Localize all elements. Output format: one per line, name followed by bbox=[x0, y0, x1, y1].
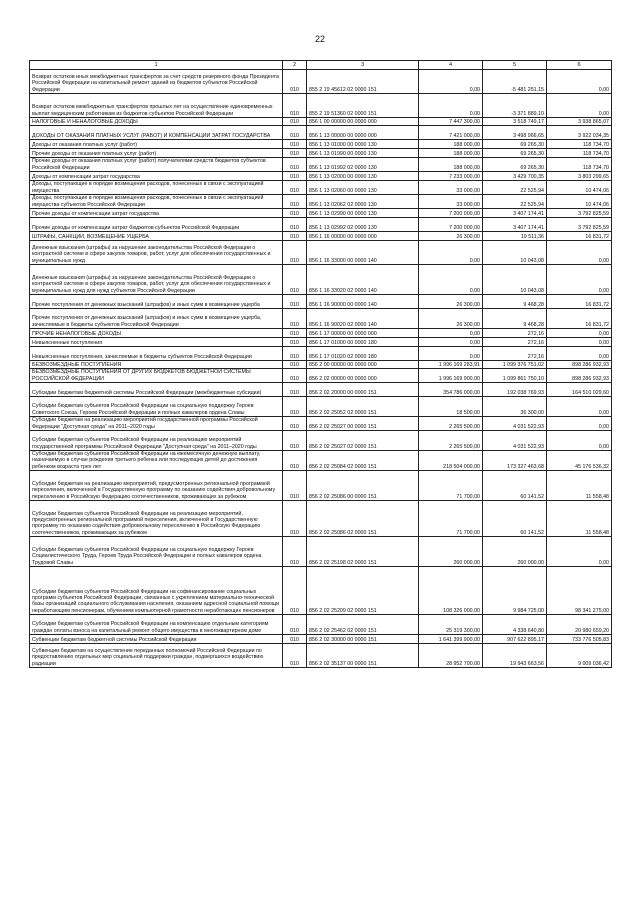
row-approved-amount-cell: 1 641 399 900,00 bbox=[419, 635, 483, 644]
row-unexecuted-amount-cell: 118 734,70 bbox=[547, 149, 612, 158]
row-classification-code-cell: 856 2 02 25052 02 0000 151 bbox=[307, 397, 419, 417]
row-unexecuted-amount-cell: 10 474,06 bbox=[547, 181, 612, 195]
row-approved-amount-cell: 33 000,00 bbox=[419, 181, 483, 195]
row-executed-amount-cell: 173 327 463,68 bbox=[483, 451, 547, 471]
row-line-code-cell: 010 bbox=[283, 537, 307, 567]
table-row bbox=[30, 451, 612, 471]
row-executed-amount-cell: 69 265,30 bbox=[483, 149, 547, 158]
row-line-code-cell: 010 bbox=[283, 451, 307, 471]
row-name-cell: Субвенции бюджетам на осуществление переданных полномочий Российской Федерации по предоставлению отдельных мер социальной поддержки граждан, подвергшихся воздействию радиации bbox=[30, 644, 283, 668]
row-approved-amount-cell: 2 265 500,00 bbox=[419, 431, 483, 451]
row-line-code-cell: 010 bbox=[283, 172, 307, 181]
row-name-cell: Прочие доходы от компенсации затрат бюджетов субъектов Российской Федерации bbox=[30, 218, 283, 232]
row-line-code-cell: 010 bbox=[283, 195, 307, 209]
row-line-code-cell: 010 bbox=[283, 70, 307, 94]
row-executed-amount-cell: 4 031 522,93 bbox=[483, 431, 547, 451]
row-line-code-cell: 010 bbox=[283, 471, 307, 501]
table-row bbox=[30, 567, 612, 615]
row-classification-code-cell: 856 1 13 01000 00 0000 130 bbox=[307, 140, 419, 149]
table-row bbox=[30, 118, 612, 126]
row-line-code-cell: 010 bbox=[283, 397, 307, 417]
row-unexecuted-amount-cell: 98 341 275,00 bbox=[547, 567, 612, 615]
page-number: 22 bbox=[314, 34, 325, 44]
row-executed-amount-cell: -5 481 251,15 bbox=[483, 70, 547, 94]
row-name-cell: Доходы, поступающие в порядке возмещения расходов, понесенных в связи с эксплуатацией имущества bbox=[30, 181, 283, 195]
table-row bbox=[30, 265, 612, 295]
row-approved-amount-cell: 218 504 000,00 bbox=[419, 451, 483, 471]
table-row bbox=[30, 295, 612, 309]
row-approved-amount-cell: 26 300,00 bbox=[419, 309, 483, 329]
row-approved-amount-cell: 7 421 000,00 bbox=[419, 126, 483, 140]
row-executed-amount-cell: 60 141,52 bbox=[483, 471, 547, 501]
row-name-cell: Субсидии бюджетам на реализацию мероприятий государственной программы Российской Федерации "Доступная среда" на 2011–2020 годы bbox=[30, 417, 283, 431]
row-classification-code-cell: 856 2 02 25027 00 0000 151 bbox=[307, 417, 419, 431]
row-approved-amount-cell: 28 952 700,00 bbox=[419, 644, 483, 668]
row-approved-amount-cell: 26 300,00 bbox=[419, 295, 483, 309]
row-line-code-cell: 010 bbox=[283, 218, 307, 232]
row-classification-code-cell: 856 1 13 02992 02 0000 130 bbox=[307, 218, 419, 232]
row-executed-amount-cell: 1 099 861 750,10 bbox=[483, 369, 547, 383]
table-row bbox=[30, 158, 612, 172]
row-executed-amount-cell: -3 371 889,10 bbox=[483, 94, 547, 118]
row-name-cell: Невыясненные поступления bbox=[30, 338, 283, 347]
row-executed-amount-cell: 4 338 640,80 bbox=[483, 615, 547, 635]
table-row bbox=[30, 644, 612, 668]
row-executed-amount-cell: 907 622 895,17 bbox=[483, 635, 547, 644]
column-header: 4 bbox=[419, 61, 483, 70]
table-row bbox=[30, 383, 612, 397]
row-name-cell: Возврат остатков межбюджетных трансфертов прошлых лет на осуществление единовременных выплат медицинским работникам из бюджетов субъектов Российской Федерации bbox=[30, 94, 283, 118]
row-classification-code-cell: 856 1 16 00000 00 0000 000 bbox=[307, 232, 419, 241]
row-line-code-cell: 010 bbox=[283, 181, 307, 195]
row-line-code-cell: 010 bbox=[283, 369, 307, 383]
row-classification-code-cell: 856 1 17 00000 00 0000 000 bbox=[307, 329, 419, 338]
table-row bbox=[30, 635, 612, 644]
table-row bbox=[30, 417, 612, 431]
column-header: 6 bbox=[547, 61, 612, 70]
row-classification-code-cell: 856 1 16 90000 00 0000 140 bbox=[307, 295, 419, 309]
table-row bbox=[30, 209, 612, 218]
row-classification-code-cell: 856 2 02 25084 02 0000 151 bbox=[307, 451, 419, 471]
row-approved-amount-cell: 0,00 bbox=[419, 94, 483, 118]
row-name-cell: ШТРАФЫ, САНКЦИИ, ВОЗМЕЩЕНИЕ УЩЕРБА bbox=[30, 232, 283, 241]
row-classification-code-cell: 856 2 02 25198 02 0000 151 bbox=[307, 537, 419, 567]
row-name-cell: Субсидии бюджетам субъектов Российской Федерации на реализацию мероприятий государственной программы Российской Федерации "Доступная среда" на 2011–2020 годы bbox=[30, 431, 283, 451]
row-classification-code-cell: 856 2 02 25086 02 0000 151 bbox=[307, 501, 419, 537]
row-line-code-cell: 010 bbox=[283, 501, 307, 537]
row-approved-amount-cell: 108 326 000,00 bbox=[419, 567, 483, 615]
row-unexecuted-amount-cell: 3 922 034,35 bbox=[547, 126, 612, 140]
revenue-table bbox=[29, 60, 612, 668]
row-line-code-cell: 010 bbox=[283, 309, 307, 329]
row-approved-amount-cell: 7 200 000,00 bbox=[419, 218, 483, 232]
row-approved-amount-cell: 1 996 169 283,91 bbox=[419, 361, 483, 369]
table-row bbox=[30, 338, 612, 347]
row-classification-code-cell: 856 1 16 33020 02 0000 140 bbox=[307, 265, 419, 295]
row-executed-amount-cell: 19 943 663,56 bbox=[483, 644, 547, 668]
row-line-code-cell: 010 bbox=[283, 567, 307, 615]
row-approved-amount-cell: 188 000,00 bbox=[419, 140, 483, 149]
row-approved-amount-cell: 0,00 bbox=[419, 329, 483, 338]
row-unexecuted-amount-cell: 16 831,72 bbox=[547, 309, 612, 329]
row-name-cell: Доходы, поступающие в порядке возмещения расходов, понесенных в связи с эксплуатацией имущества субъектов Российской Федерации bbox=[30, 195, 283, 209]
row-classification-code-cell: 855 2 19 51360 02 0000 151 bbox=[307, 94, 419, 118]
row-unexecuted-amount-cell: 20 980 659,20 bbox=[547, 615, 612, 635]
row-classification-code-cell: 856 2 00 00000 00 0000 000 bbox=[307, 361, 419, 369]
row-executed-amount-cell: 69 265,30 bbox=[483, 158, 547, 172]
row-line-code-cell: 010 bbox=[283, 295, 307, 309]
row-unexecuted-amount-cell: 164 510 029,60 bbox=[547, 383, 612, 397]
row-name-cell: НАЛОГОВЫЕ И НЕНАЛОГОВЫЕ ДОХОДЫ bbox=[30, 118, 283, 126]
row-line-code-cell: 010 bbox=[283, 209, 307, 218]
row-line-code-cell: 010 bbox=[283, 94, 307, 118]
table-row bbox=[30, 241, 612, 265]
table-row bbox=[30, 347, 612, 361]
row-approved-amount-cell: 71 700,00 bbox=[419, 501, 483, 537]
row-classification-code-cell: 856 1 17 01020 02 0000 180 bbox=[307, 347, 419, 361]
row-approved-amount-cell: 260 000,00 bbox=[419, 537, 483, 567]
row-line-code-cell: 010 bbox=[283, 361, 307, 369]
row-classification-code-cell: 856 1 13 02060 00 0000 130 bbox=[307, 181, 419, 195]
row-unexecuted-amount-cell: 898 286 932,93 bbox=[547, 361, 612, 369]
table-row bbox=[30, 615, 612, 635]
row-executed-amount-cell: 3 518 749,17 bbox=[483, 118, 547, 126]
row-executed-amount-cell: 260 000,00 bbox=[483, 537, 547, 567]
column-header: 3 bbox=[307, 61, 419, 70]
row-classification-code-cell: 856 1 13 02990 00 0000 130 bbox=[307, 209, 419, 218]
row-approved-amount-cell: 0,00 bbox=[419, 70, 483, 94]
table-row bbox=[30, 218, 612, 232]
row-executed-amount-cell: 272,16 bbox=[483, 347, 547, 361]
table-row bbox=[30, 329, 612, 338]
row-unexecuted-amount-cell: 45 176 536,32 bbox=[547, 451, 612, 471]
row-line-code-cell: 010 bbox=[283, 329, 307, 338]
row-line-code-cell: 010 bbox=[283, 635, 307, 644]
row-line-code-cell: 010 bbox=[283, 431, 307, 451]
table-row bbox=[30, 501, 612, 537]
table-row bbox=[30, 431, 612, 451]
row-name-cell: Прочие доходы от компенсации затрат государства bbox=[30, 209, 283, 218]
table-row bbox=[30, 140, 612, 149]
row-classification-code-cell: 856 1 13 01990 00 0000 130 bbox=[307, 149, 419, 158]
row-unexecuted-amount-cell: 0,00 bbox=[547, 329, 612, 338]
row-executed-amount-cell: 22 525,94 bbox=[483, 181, 547, 195]
row-line-code-cell: 010 bbox=[283, 383, 307, 397]
row-executed-amount-cell: 3 498 966,65 bbox=[483, 126, 547, 140]
row-unexecuted-amount-cell: 898 286 932,93 bbox=[547, 369, 612, 383]
row-classification-code-cell: 856 1 16 90020 02 0000 140 bbox=[307, 309, 419, 329]
row-name-cell: Субсидии бюджетам бюджетной системы Российской Федерации (межбюджетные субсидии) bbox=[30, 383, 283, 397]
row-approved-amount-cell: 0,00 bbox=[419, 347, 483, 361]
row-name-cell: Невыясненные поступления, зачисляемые в бюджеты субъектов Российской Федерации bbox=[30, 347, 283, 361]
table-row bbox=[30, 149, 612, 158]
row-classification-code-cell: 856 2 02 20000 00 0000 151 bbox=[307, 383, 419, 397]
row-executed-amount-cell: 69 265,30 bbox=[483, 140, 547, 149]
table-row bbox=[30, 126, 612, 140]
row-name-cell: Денежные взыскания (штрафы) за нарушение законодательства Российской Федерации о контрактной системе в сфере закупок товаров, работ, услуг для обеспечения государственных и муниципальных нужд bbox=[30, 241, 283, 265]
row-name-cell: Доходы от оказания платных услуг (работ) bbox=[30, 140, 283, 149]
column-header: 1 bbox=[30, 61, 283, 70]
row-approved-amount-cell: 26 300,00 bbox=[419, 232, 483, 241]
row-approved-amount-cell: 7 200 000,00 bbox=[419, 209, 483, 218]
row-unexecuted-amount-cell: 118 734,70 bbox=[547, 140, 612, 149]
row-name-cell: Возврат остатков иных межбюджетных трансфертов за счет средств резервного фонда Президента Российской Федерации на капитальный ремонт зданий из бюджетов субъектов Российской Федерации bbox=[30, 70, 283, 94]
row-executed-amount-cell: 60 141,52 bbox=[483, 501, 547, 537]
row-executed-amount-cell: 19 511,36 bbox=[483, 232, 547, 241]
table-row bbox=[30, 537, 612, 567]
table-row bbox=[30, 361, 612, 369]
row-executed-amount-cell: 36 300,00 bbox=[483, 397, 547, 417]
column-header: 5 bbox=[483, 61, 547, 70]
row-executed-amount-cell: 9 468,28 bbox=[483, 295, 547, 309]
row-approved-amount-cell: 0,00 bbox=[419, 265, 483, 295]
row-approved-amount-cell: 0,00 bbox=[419, 338, 483, 347]
row-unexecuted-amount-cell: 3 938 865,07 bbox=[547, 118, 612, 126]
row-classification-code-cell: 856 2 02 30000 00 0000 151 bbox=[307, 635, 419, 644]
row-approved-amount-cell: 7 233 000,00 bbox=[419, 172, 483, 181]
row-executed-amount-cell: 10 043,08 bbox=[483, 241, 547, 265]
row-name-cell: Прочие поступления от денежных взысканий (штрафов) и иных сумм в возмещение ущерба bbox=[30, 295, 283, 309]
row-approved-amount-cell: 2 265 500,00 bbox=[419, 417, 483, 431]
row-unexecuted-amount-cell: 118 734,70 bbox=[547, 158, 612, 172]
row-line-code-cell: 010 bbox=[283, 644, 307, 668]
table-row bbox=[30, 181, 612, 195]
row-name-cell: Субвенции бюджетам бюджетной системы Российской Федерации bbox=[30, 635, 283, 644]
row-classification-code-cell: 856 1 13 00000 00 0000 000 bbox=[307, 126, 419, 140]
table-row bbox=[30, 471, 612, 501]
row-name-cell: ДОХОДЫ ОТ ОКАЗАНИЯ ПЛАТНЫХ УСЛУГ (РАБОТ) И КОМПЕНСАЦИИ ЗАТРАТ ГОСУДАРСТВА bbox=[30, 126, 283, 140]
row-approved-amount-cell: 1 996 169 900,00 bbox=[419, 369, 483, 383]
row-classification-code-cell: 856 1 13 01992 02 0000 130 bbox=[307, 158, 419, 172]
column-header: 2 bbox=[283, 61, 307, 70]
row-approved-amount-cell: 188 000,00 bbox=[419, 158, 483, 172]
row-approved-amount-cell: 7 447 300,00 bbox=[419, 118, 483, 126]
row-unexecuted-amount-cell: 3 803 299,65 bbox=[547, 172, 612, 181]
row-name-cell: Прочие доходы от оказания платных услуг (работ) bbox=[30, 149, 283, 158]
row-unexecuted-amount-cell: 0,00 bbox=[547, 347, 612, 361]
row-approved-amount-cell: 18 500,00 bbox=[419, 397, 483, 417]
table-row bbox=[30, 172, 612, 181]
row-approved-amount-cell: 25 319 300,00 bbox=[419, 615, 483, 635]
row-unexecuted-amount-cell: 0,00 bbox=[547, 70, 612, 94]
row-line-code-cell: 010 bbox=[283, 232, 307, 241]
row-line-code-cell: 010 bbox=[283, 118, 307, 126]
row-approved-amount-cell: 0,00 bbox=[419, 241, 483, 265]
row-executed-amount-cell: 10 043,08 bbox=[483, 265, 547, 295]
row-classification-code-cell: 856 1 13 02000 00 0000 130 bbox=[307, 172, 419, 181]
row-name-cell: Субсидии бюджетам субъектов Российской Федерации на социальную поддержку Героев Социалистического Труда, Героев Труда Российской Федерации и полных кавалеров ордена Трудовой Славы bbox=[30, 537, 283, 567]
row-unexecuted-amount-cell: 0,00 bbox=[547, 338, 612, 347]
row-unexecuted-amount-cell: 0,00 bbox=[547, 94, 612, 118]
row-unexecuted-amount-cell: 0,00 bbox=[547, 417, 612, 431]
table-row bbox=[30, 309, 612, 329]
row-approved-amount-cell: 188 000,00 bbox=[419, 149, 483, 158]
row-classification-code-cell: 855 2 19 45612 02 0000 151 bbox=[307, 70, 419, 94]
row-line-code-cell: 010 bbox=[283, 140, 307, 149]
row-unexecuted-amount-cell: 0,00 bbox=[547, 397, 612, 417]
row-executed-amount-cell: 272,16 bbox=[483, 329, 547, 338]
row-name-cell: Прочие доходы от оказания платных услуг (работ) получателями средств бюджетов субъектов Российской Федерации bbox=[30, 158, 283, 172]
table-row bbox=[30, 232, 612, 241]
row-name-cell: Прочие поступления от денежных взысканий (штрафов) и иных сумм в возмещение ущерба, зачисляемые в бюджеты субъектов Российской Федерации bbox=[30, 309, 283, 329]
row-line-code-cell: 010 bbox=[283, 149, 307, 158]
table-row bbox=[30, 195, 612, 209]
row-name-cell: Субсидии бюджетам субъектов Российской Федерации на софинансирование социальных программ субъектов Российской Федерации, связанных с укреплением материально-технической базы организаций социального обслуживания населения, оказанием адресной социальной помощи неработающим пенсионерам, обучением компьютерной грамотности неработающих пенсионеров bbox=[30, 567, 283, 615]
row-unexecuted-amount-cell: 16 831,72 bbox=[547, 295, 612, 309]
row-line-code-cell: 010 bbox=[283, 126, 307, 140]
row-unexecuted-amount-cell: 16 831,72 bbox=[547, 232, 612, 241]
row-name-cell: Денежные взыскания (штрафы) за нарушение законодательства Российской Федерации о контрактной системе в сфере закупок товаров, работ, услуг для обеспечения государственных и муниципальных нужд для нужд субъектов Российской Федерации bbox=[30, 265, 283, 295]
row-unexecuted-amount-cell: 9 009 036,42 bbox=[547, 644, 612, 668]
row-name-cell: БЕЗВОЗМЕЗДНЫЕ ПОСТУПЛЕНИЯ ОТ ДРУГИХ БЮДЖЕТОВ БЮДЖЕТНОЙ СИСТЕМЫ РОССИЙСКОЙ ФЕДЕРАЦИИ bbox=[30, 369, 283, 383]
row-executed-amount-cell: 3 429 700,35 bbox=[483, 172, 547, 181]
row-classification-code-cell: 856 2 02 25462 02 0000 151 bbox=[307, 615, 419, 635]
row-approved-amount-cell: 354 786 000,00 bbox=[419, 383, 483, 397]
row-classification-code-cell: 856 2 02 25209 02 0000 151 bbox=[307, 567, 419, 615]
row-executed-amount-cell: 4 031 522,93 bbox=[483, 417, 547, 431]
row-executed-amount-cell: 9 468,28 bbox=[483, 309, 547, 329]
row-unexecuted-amount-cell: 3 792 825,59 bbox=[547, 218, 612, 232]
row-line-code-cell: 010 bbox=[283, 347, 307, 361]
table-row bbox=[30, 369, 612, 383]
row-unexecuted-amount-cell: 3 792 825,59 bbox=[547, 209, 612, 218]
row-unexecuted-amount-cell: 0,00 bbox=[547, 241, 612, 265]
row-name-cell: Субсидии бюджетам субъектов Российской Федерации на ежемесячную денежную выплату, назначаемую в случае рождения третьего ребенка или последующих детей до достижения ребенком возраста трех лет bbox=[30, 451, 283, 471]
row-classification-code-cell: 856 1 00 00000 00 0000 000 bbox=[307, 118, 419, 126]
row-unexecuted-amount-cell: 733 776 505,83 bbox=[547, 635, 612, 644]
row-line-code-cell: 010 bbox=[283, 241, 307, 265]
row-line-code-cell: 010 bbox=[283, 265, 307, 295]
row-name-cell: Субсидии бюджетам субъектов Российской Федерации на социальную поддержку Героев Советского Союза, Героев Российской Федерации и полных кавалеров ордена Славы bbox=[30, 397, 283, 417]
row-executed-amount-cell: 3 407 174,41 bbox=[483, 218, 547, 232]
table-row bbox=[30, 397, 612, 417]
row-executed-amount-cell: 192 038 769,93 bbox=[483, 383, 547, 397]
row-name-cell: ПРОЧИЕ НЕНАЛОГОВЫЕ ДОХОДЫ bbox=[30, 329, 283, 338]
row-executed-amount-cell: 3 407 174,41 bbox=[483, 209, 547, 218]
row-classification-code-cell: 856 1 16 33000 00 0000 140 bbox=[307, 241, 419, 265]
row-line-code-cell: 010 bbox=[283, 417, 307, 431]
row-line-code-cell: 010 bbox=[283, 615, 307, 635]
row-unexecuted-amount-cell: 11 558,48 bbox=[547, 471, 612, 501]
row-approved-amount-cell: 71 700,00 bbox=[419, 471, 483, 501]
row-approved-amount-cell: 33 000,00 bbox=[419, 195, 483, 209]
row-classification-code-cell: 856 2 02 25027 02 0000 151 bbox=[307, 431, 419, 451]
row-name-cell: Субсидии бюджетам субъектов Российской Федерации на реализацию мероприятий, предусмотренных региональной программой переселения, включенной в Государственную программу по оказанию содействия добровольному переселению в Российскую Федерацию соотечественников, проживающих за рубежом bbox=[30, 501, 283, 537]
row-unexecuted-amount-cell: 10 474,06 bbox=[547, 195, 612, 209]
row-classification-code-cell: 856 1 13 02062 02 0000 130 bbox=[307, 195, 419, 209]
row-executed-amount-cell: 9 984 725,00 bbox=[483, 567, 547, 615]
row-name-cell: Субсидии бюджетам субъектов Российской Федерации на компенсацию отдельным категориям граждан оплаты взноса на капитальный ремонт общего имущества в многоквартирном доме bbox=[30, 615, 283, 635]
table-header-row bbox=[30, 61, 612, 70]
row-name-cell: БЕЗВОЗМЕЗДНЫЕ ПОСТУПЛЕНИЯ bbox=[30, 361, 283, 369]
row-executed-amount-cell: 1 099 376 751,02 bbox=[483, 361, 547, 369]
row-unexecuted-amount-cell: 0,00 bbox=[547, 431, 612, 451]
row-unexecuted-amount-cell: 0,00 bbox=[547, 537, 612, 567]
row-name-cell: Доходы от компенсации затрат государства bbox=[30, 172, 283, 181]
row-classification-code-cell: 856 2 02 35137 00 0000 151 bbox=[307, 644, 419, 668]
row-line-code-cell: 010 bbox=[283, 158, 307, 172]
row-classification-code-cell: 856 2 02 00000 00 0000 000 bbox=[307, 369, 419, 383]
table-row bbox=[30, 70, 612, 94]
row-unexecuted-amount-cell: 11 558,48 bbox=[547, 501, 612, 537]
row-classification-code-cell: 856 1 17 01000 00 0000 180 bbox=[307, 338, 419, 347]
table-row bbox=[30, 94, 612, 118]
row-executed-amount-cell: 272,16 bbox=[483, 338, 547, 347]
row-classification-code-cell: 856 2 02 25086 00 0000 151 bbox=[307, 471, 419, 501]
row-name-cell: Субсидии бюджетам на реализацию мероприятий, предусмотренных региональной программой переселения, включенной в Государственную программу по оказанию содействия добровольному переселению в Российскую Федерацию соотечественников, проживающих за рубежом bbox=[30, 471, 283, 501]
row-unexecuted-amount-cell: 0,00 bbox=[547, 265, 612, 295]
row-line-code-cell: 010 bbox=[283, 338, 307, 347]
row-executed-amount-cell: 22 525,94 bbox=[483, 195, 547, 209]
